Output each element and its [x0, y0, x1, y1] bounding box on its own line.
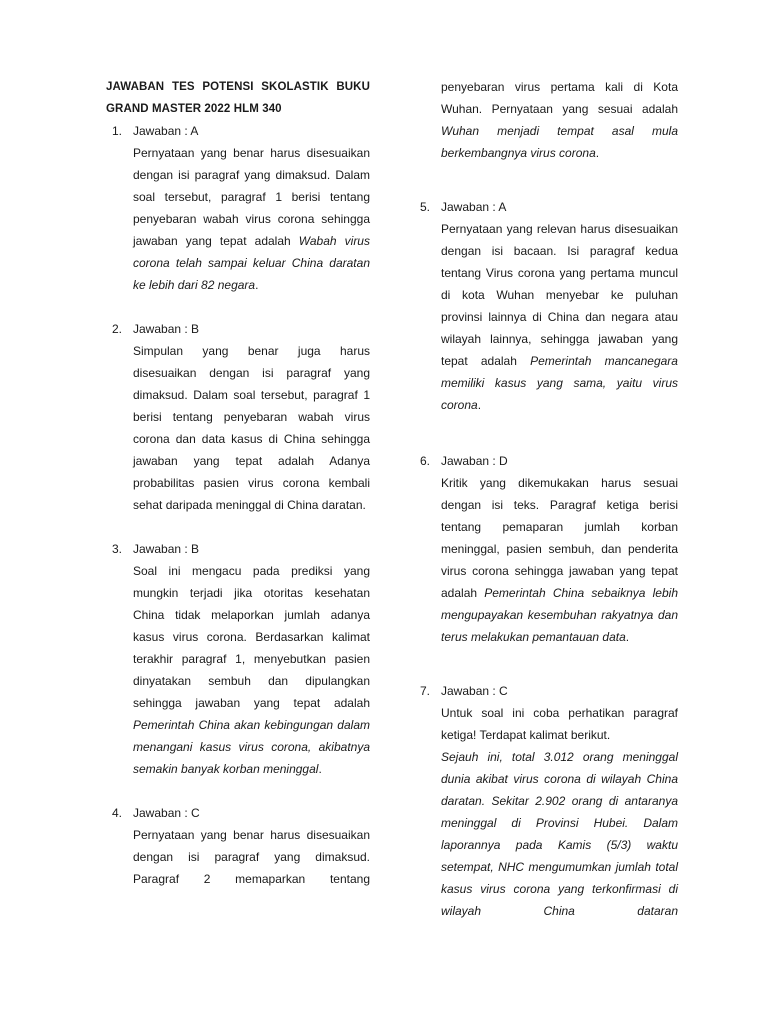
explanation-text: [106, 340, 370, 516]
explanation-text: [414, 702, 678, 746]
answer-item-4: [106, 802, 370, 890]
answer-label: Jawaban : A: [133, 124, 199, 138]
answer-label: Jawaban : D: [441, 454, 508, 468]
explanation-plain: penyebaran virus pertama kali di Kota Wuhan. Pernyataan yang sesuai adalah: [441, 80, 678, 116]
item-number: 7.: [420, 684, 431, 698]
explanation-tail: .: [595, 146, 600, 160]
explanation-plain: Pernyataan yang benar harus disesuaikan dengan isi paragraf yang dimaksud. Dalam soal tersebut, paragraf 1 berisi tentang penyebaran wabah virus corona sehingga jawaban yang tepat adalah: [133, 146, 370, 248]
item-number: 5.: [420, 200, 431, 214]
answer-label: Jawaban : C: [133, 806, 200, 820]
explanation-text: [414, 218, 678, 416]
answer-item-6: [414, 450, 678, 648]
item-number: 3.: [112, 542, 123, 556]
answer-item-1: [106, 120, 370, 296]
explanation-emphasis: Wuhan menjadi tempat asal mula berkembangnya virus corona: [441, 124, 678, 160]
quoted-passage: Sejauh ini, total 3.012 orang meninggal dunia akibat virus corona di wilayah China daratan. Sekitar 2.902 orang di antaranya meninggal di Provinsi Hubei. Dalam laporannya pada Kamis (5/3) waktu setempat, NHC mengumumkan jumlah total kasus virus corona yang terkonfirmasi di wilayah China dataran: [441, 750, 678, 918]
answer-label: Jawaban : B: [133, 322, 200, 336]
explanation-text: [106, 142, 370, 296]
explanation-tail: .: [255, 278, 259, 292]
answer-item-5: [414, 196, 678, 416]
explanation-plain: Soal ini mengacu pada prediksi yang mungkin terjadi jika otoritas kesehatan China tidak melaporkan jumlah adanya kasus virus corona. Berdasarkan kalimat terakhir paragraf 1, menyebutkan pasien dinyatakan sembuh dan dipulangkan sehingga jawaban yang tepat adalah: [133, 564, 370, 710]
answer-label: Jawaban : C: [441, 684, 508, 698]
explanation-plain: Untuk soal ini coba perhatikan paragraf ketiga! Terdapat kalimat berikut.: [441, 706, 678, 742]
explanation-plain: Pernyataan yang benar harus disesuaikan dengan isi paragraf yang dimaksud. Paragraf 2 memaparkan tentang: [133, 828, 370, 886]
item-number: 4.: [112, 806, 123, 820]
answer-label: Jawaban : B: [133, 542, 200, 556]
answer-item-3: [106, 538, 370, 780]
explanation-tail: .: [318, 762, 322, 776]
item-number: 6.: [420, 454, 431, 468]
explanation-emphasis: Pemerintah China sebaiknya lebih mengupayakan kesembuhan rakyatnya dan terus melakukan pemantauan data: [441, 586, 678, 644]
explanation-tail: .: [477, 398, 482, 412]
item-number: 2.: [112, 322, 123, 336]
right-column: [414, 76, 678, 922]
left-column: [106, 76, 370, 890]
explanation-emphasis: Wabah virus corona telah sampai keluar China daratan ke lebih dari 82 negara: [133, 234, 370, 292]
item-4-continued: [414, 76, 678, 164]
document-title: [106, 76, 370, 120]
explanation-plain: Pernyataan yang relevan harus disesuaikan dengan isi bacaan. Isi paragraf kedua tentang Virus corona yang pertama muncul di kota Wuhan menyebar ke puluhan provinsi lainnya di China dan negara atau wilayah lainnya, sehingga jawaban yang tepat adalah: [441, 222, 678, 368]
answer-item-7: [414, 680, 678, 922]
explanation-text: [106, 824, 370, 890]
item-number: 1.: [112, 124, 123, 138]
answer-item-2: [106, 318, 370, 516]
explanation-plain: Simpulan yang benar juga harus disesuaikan dengan isi paragraf yang dimaksud. Dalam soal tersebut, paragraf 1 berisi tentang penyebaran wabah virus corona dan data kasus di China sehingga jawaban yang tepat adalah Adanya probabilitas pasien virus corona kembali sehat daripada meninggal di China daratan.: [133, 344, 370, 512]
title-line-1: JAWABAN TES POTENSI SKOLASTIK BUKU: [106, 81, 370, 93]
explanation-emphasis: Pemerintah mancanegara memiliki kasus yang sama, yaitu virus corona: [441, 354, 678, 412]
explanation-tail: .: [625, 630, 630, 644]
answer-label: Jawaban : A: [441, 200, 507, 214]
explanation-emphasis: Pemerintah China akan kebingungan dalam menangani kasus virus corona, akibatnya semakin banyak korban meninggal: [133, 718, 370, 776]
title-line-2: GRAND MASTER 2022 HLM 340: [106, 103, 282, 115]
explanation-text: [414, 472, 678, 648]
explanation-plain: Kritik yang dikemukakan harus sesuai dengan isi teks. Paragraf ketiga berisi tentang pemaparan jumlah korban meninggal, pasien sembuh, dan penderita virus corona sehingga jawaban yang tepat adalah: [441, 476, 678, 600]
explanation-text: [106, 560, 370, 780]
